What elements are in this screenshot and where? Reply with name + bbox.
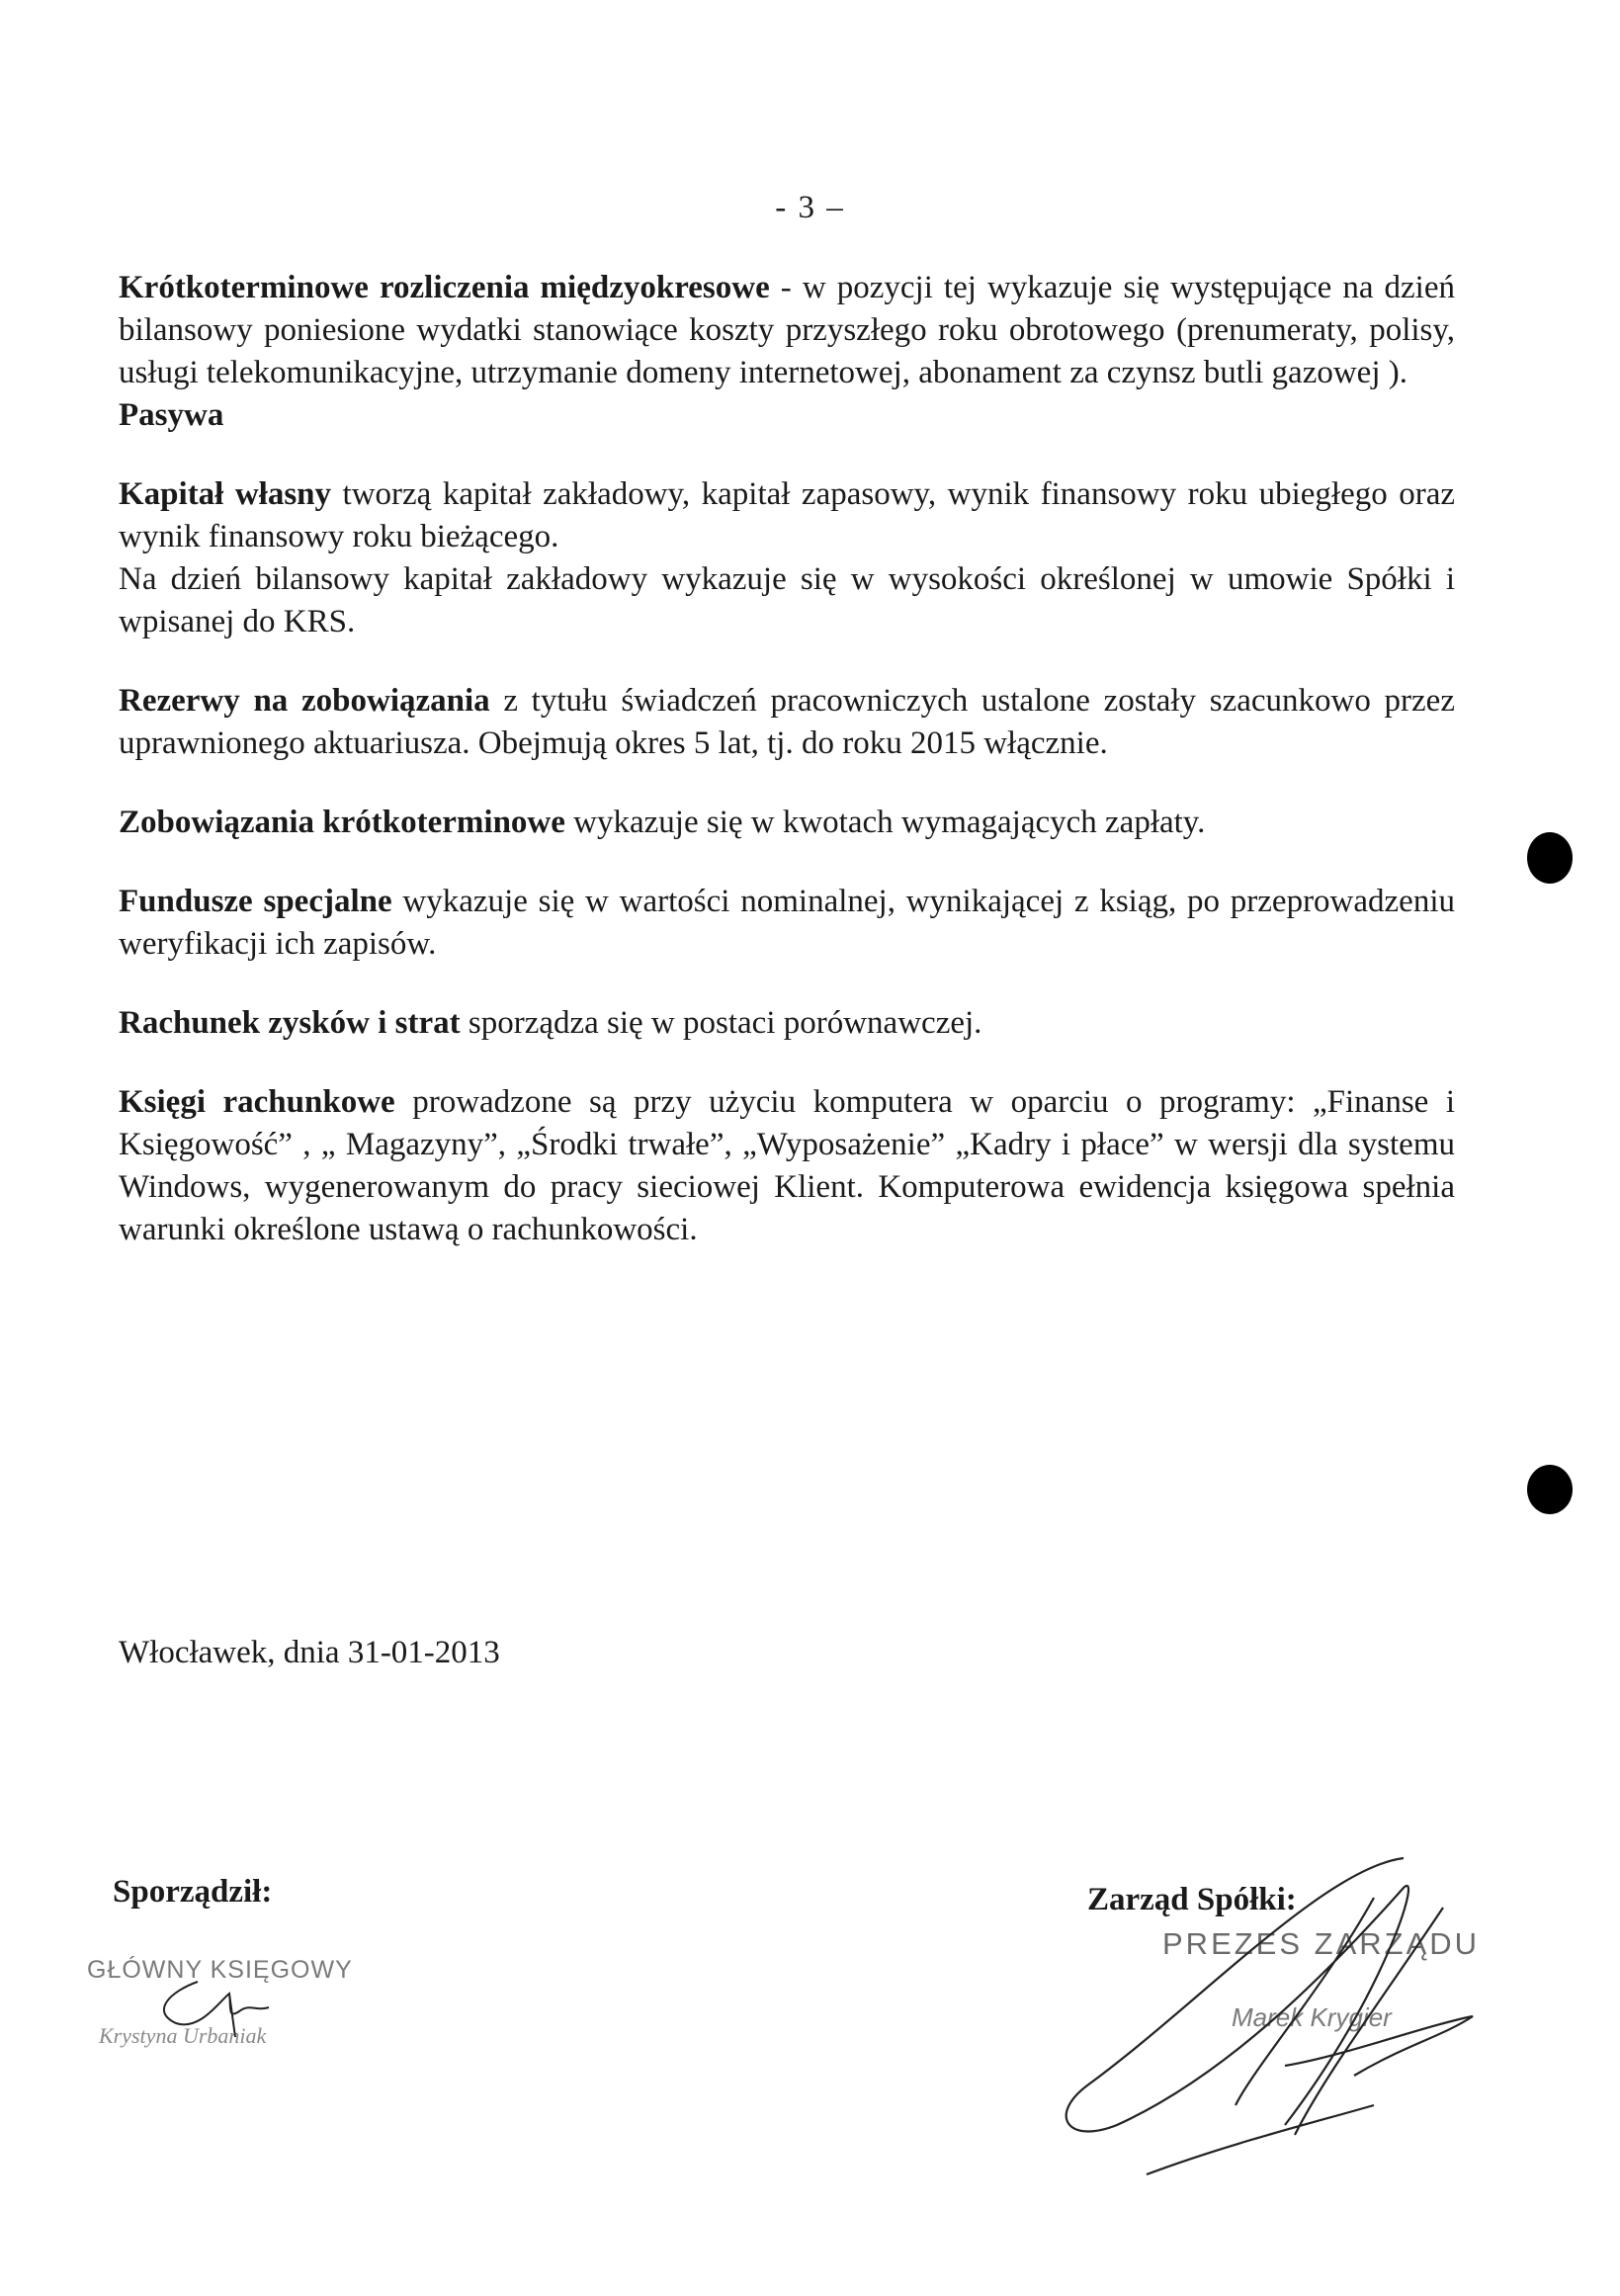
punch-hole-top [1527,832,1573,884]
term-prepayments: Krótkoterminowe rozliczenia międzyokresowe [119,270,770,305]
paragraph-prepayments [119,267,1455,394]
paragraph-special-funds [119,881,1455,966]
page-number: - 3 – [775,190,845,225]
text-special-funds: wykazuje się w wartości nominalnej, wynikającej z ksiąg, po przeprowadzeniu weryfikacji ich zapisów. [119,884,1456,962]
text-income-statement: sporządza się w postaci porównawczej. [460,1005,982,1041]
paragraph-equity [119,473,1455,558]
term-equity: Kapitał własny [119,476,332,512]
text-share-capital: Na dzień bilansowy kapitał zakładowy wykazuje się w wysokości określonej w umowie Spółki i wpisanej do KRS. [119,561,1455,639]
stamp-left-name: Krystyna Urbaniak [99,2023,267,2048]
paragraph-income-statement [119,1002,1455,1045]
term-accounting-books: Księgi rachunkowe [119,1084,395,1120]
document-body [119,267,1455,1251]
paragraph-provisions [119,680,1455,765]
term-special-funds: Fundusze specjalne [119,884,392,919]
paragraph-accounting-books [119,1081,1455,1251]
board-president-stamp [1028,1828,1542,2194]
term-short-term-liabilities: Zobowiązania krótkoterminowe [119,805,565,840]
paragraph-share-capital [119,558,1455,643]
text-prepayments: - w pozycji tej wykazuje się występujące na dzień bilansowy poniesione wydatki stanowiące koszty przyszłego roku obrotowego (prenumeraty, polisy, usługi telekomunikacyjne, utrzymanie domeny internetowej, abonament za czynsz butli gazowej ). [119,270,1456,390]
chief-accountant-stamp [81,1942,417,2061]
section-heading-liabilities: Pasywa [119,397,224,433]
prepared-by-label: Sporządził: [113,1874,273,1910]
term-income-statement: Rachunek zysków i strat [119,1005,461,1041]
board-label: Zarząd Spółki: [1087,1882,1297,1917]
term-provisions: Rezerwy na zobowiązania [119,683,490,719]
text-equity: tworzą kapitał zakładowy, kapitał zapasowy, wynik finansowy roku ubiegłego oraz wynik finansowy roku bieżącego. [119,476,1455,554]
text-provisions: z tytułu świadczeń pracowniczych ustalone zostały szacunkowo przez uprawnionego aktuariusza. Obejmują okres 5 lat, tj. do roku 2015 włącznie. [119,683,1455,761]
stamp-right-name: Marek Krygier [1232,2002,1392,2032]
text-short-term-liabilities: wykazuje się w kwotach wymagających zapłaty. [564,805,1206,840]
punch-hole-bottom [1527,1465,1573,1514]
text-accounting-books: prowadzone są przy użyciu komputera w oparciu o programy: „Finanse i Księgowość” , „ Magazyny”, „Środki trwałe”, „Wyposażenie” „Kadry i płace” w wersji dla systemu Windows, wygenerowanym do pracy sieciowej Klient. Komputerowa ewidencja księgowa spełnia warunki określone ustawą o rachunkowości. [119,1084,1455,1247]
stamp-right-title: PREZES ZARZĄDU [1162,1926,1481,1961]
place-date: Włocławek, dnia 31-01-2013 [119,1635,500,1670]
stamp-left-title: GŁÓWNY KSIĘGOWY [87,1956,353,1984]
paragraph-short-term-liabilities [119,802,1455,844]
